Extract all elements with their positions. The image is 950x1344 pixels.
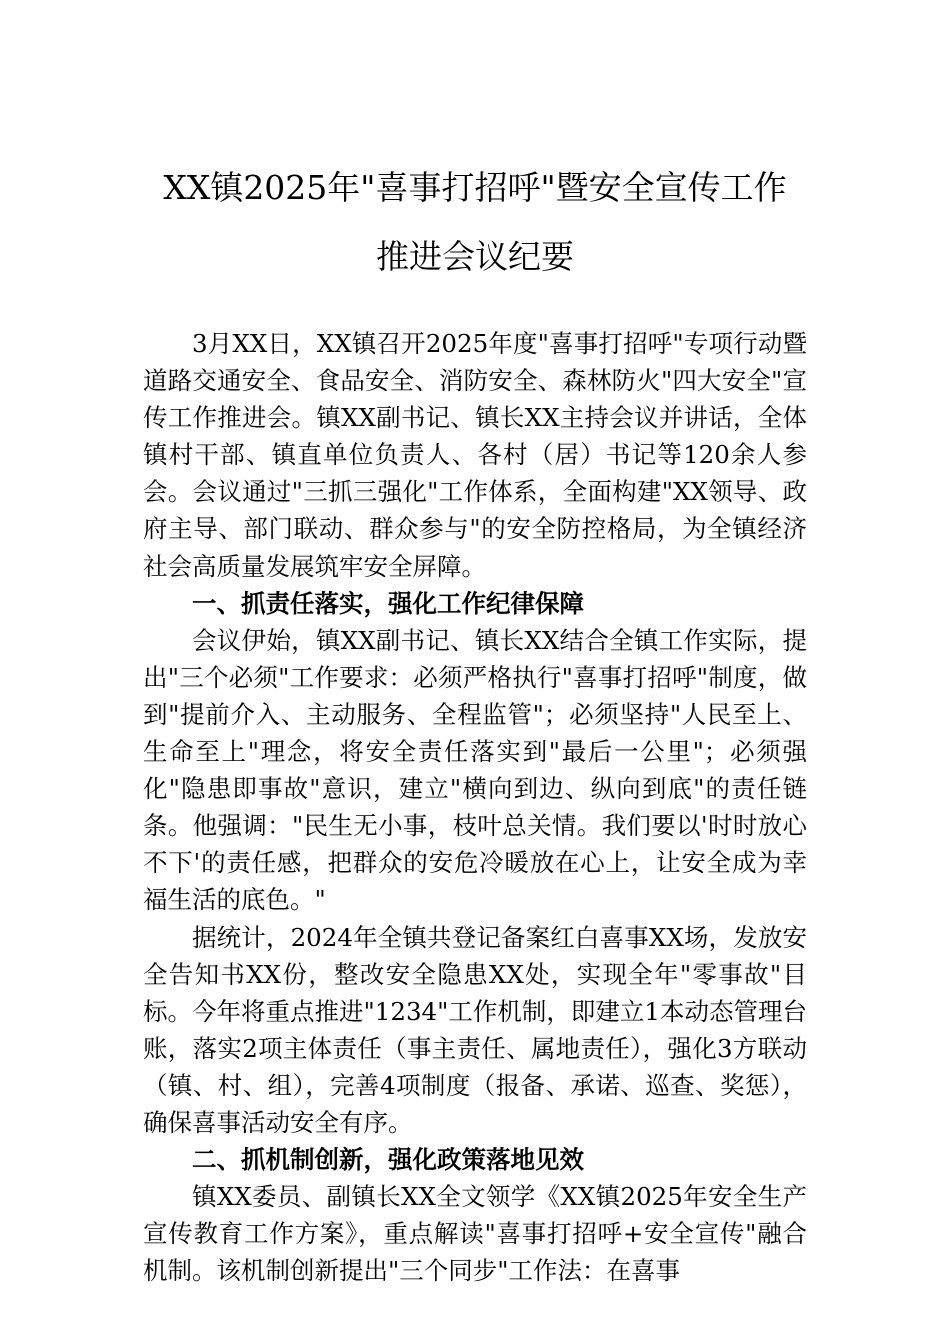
document-title-line1: XX镇2025年"喜事打招呼"暨安全宣传工作 [163,168,787,207]
intro-paragraph: 3月XX日，XX镇召开2025年度"喜事打招呼"专项行动暨道路交通安全、食品安全、消防安全、森林防火"四大安全"宣传工作推进会。镇XX副书记、镇长XX主持会议并讲话，全体镇村干部、镇直单位负责人、各村（居）书记等120余人参会。会议通过"三抓三强化"工作体系，全面构建"XX领导、政府主导、部门联动、群众参与"的安全防控格局，为全镇经济社会高质量发展筑牢安全屏障。 [143,329,807,581]
section-heading-2: 二、抓机制创新，强化政策落地见效 [192,1145,584,1175]
section-heading-1: 一、抓责任落实，强化工作纪律保障 [192,588,584,618]
document-body [143,325,807,1289]
document-title-line2: 推进会议纪要 [376,237,574,276]
section1-paragraph-2: 据统计，2024年全镇共登记备案红白喜事XX场，发放安全告知书XX份，整改安全隐患XX处，实现全年"零事故"目标。今年将重点推进"1234"工作机制，即建立1本动态管理台账，落实2项主体责任（事主责任、属地责任），强化3方联动（镇、村、组），完善4项制度（报备、承诺、巡查、奖惩），确保喜事活动安全有序。 [143,922,807,1137]
section1-paragraph-1: 会议伊始，镇XX副书记、镇长XX结合全镇工作实际，提出"三个必须"工作要求：必须严格执行"喜事打招呼"制度，做到"提前介入、主动服务、全程监管"；必须坚持"人民至上、生命至上"理念，将安全责任落实到"最后一公里"；必须强化"隐患即事故"意识，建立"横向到边、纵向到底"的责任链条。他强调："民生无小事，枝叶总关情。我们要以'时时放心不下'的责任感，把群众的安危冷暖放在心上，让安全成为幸福生活的底色。" [143,625,807,915]
section2-paragraph-1: 镇XX委员、副镇长XX全文领学《XX镇2025年安全生产宣传教育工作方案》，重点解读"喜事打招呼+安全宣传"融合机制。该机制创新提出"三个同步"工作法：在喜事 [143,1182,807,1286]
